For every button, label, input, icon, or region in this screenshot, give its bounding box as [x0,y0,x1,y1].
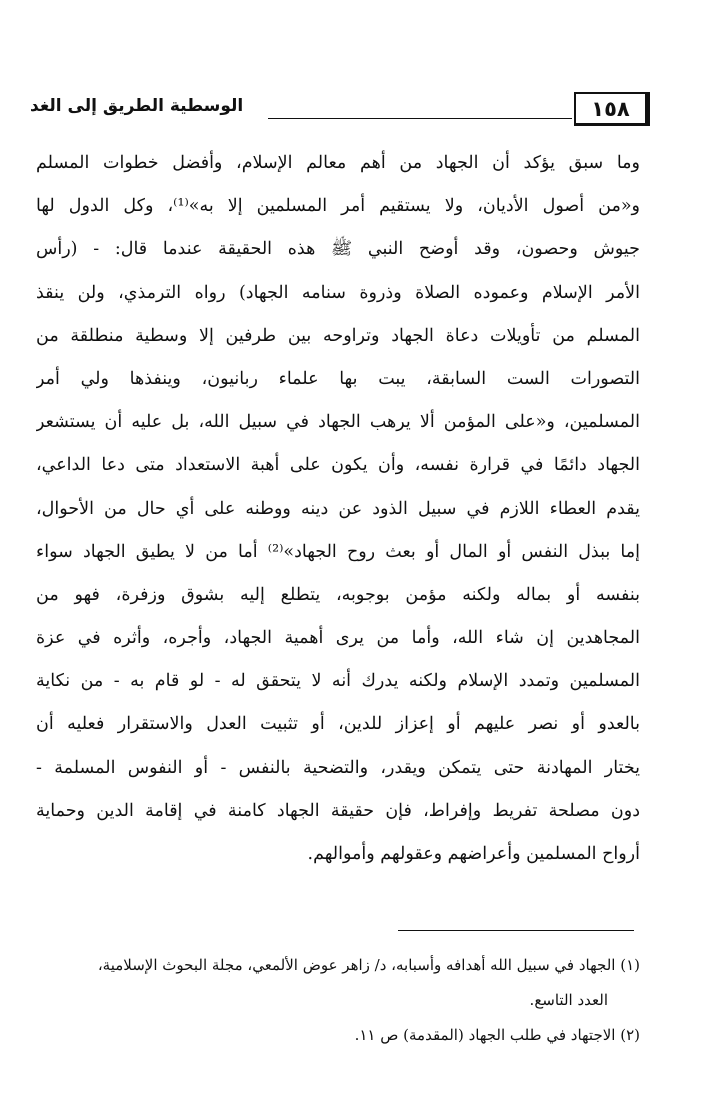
footnote-separator [398,930,634,931]
running-title: الوسطية الطريق إلى الغد [30,96,244,116]
text-line: أرواح المسلمين وأعراضهم وعقولهم وأموالهم. [307,844,640,864]
text-line: و«من أصول الأديان، ولا يستقيم أمر المسلمين إلا به»⁽¹⁾، وكل الدول لها [36,196,640,217]
text-line: يختار المهادنة حتى يتمكن ويقدر، والتضحية بالنفس - أو النفوس المسلمة - [36,757,640,778]
text-line: بنفسه أو بماله ولكنه مؤمن بوجوبه، يتطلع إليه بشوق وزفرة، فهو من [36,584,640,605]
text-line: الأمر الإسلام وعموده الصلاة وذروة سنامه الجهاد) رواه الترمذي، ولن ينقذ [36,282,640,303]
header-rule [268,118,572,119]
text-line: بالعدو أو نصر عليهم أو إعزاز للدين، أو تثبيت العدل والاستقرار فعليه أن [36,714,640,735]
page-header [30,90,650,134]
text-line: المسلمين، و«على المؤمن ألا يرهب الجهاد في سبيل الله، بل عليه أن يستشعر [36,412,640,433]
page-number: ١٥٨ [574,92,650,126]
text-line: المسلم من تأويلات دعاة الجهاد وتراوحه بين طرفين إلا وسطية منطلقة من [36,325,640,346]
text-line: التصورات الست السابقة، يبت بها علماء ربانيون، وينفذها ولي أمر [36,368,640,389]
text-line: الجهاد دائمًا في قرارة نفسه، وأن يكون على أهبة الاستعداد متى دعا الداعي، [36,455,640,476]
footnotes [36,948,640,1053]
text-line: دون مصلحة تفريط وإفراط، فإن حقيقة الجهاد كامنة في إقامة الدين وحماية [36,800,640,821]
footnote-1: (١) الجهاد في سبيل الله أهدافه وأسبابه، د/ زاهر عوض الألمعي، مجلة البحوث الإسلامية، [97,956,640,974]
text-line: المجاهدين إن شاء الله، وأما من يرى أهمية الجهاد، وأجره، وأثره في عزة [36,628,640,649]
footnote-1-continued: العدد التاسع. [529,991,608,1009]
text-line: إما ببذل النفس أو المال أو بعث روح الجهاد»⁽²⁾ أما من لا يطيق الجهاد سواء [36,541,640,562]
text-line: يقدم العطاء اللازم في سبيل الذود عن دينه ووطنه على أي حال من الأحوال، [36,498,640,519]
text-line: المسلمين وتمدد الإسلام ولكنه يدرك أنه لا يتحقق له - لو قام به - من نكاية [36,671,640,692]
footnote-2: (٢) الاجتهاد في طلب الجهاد (المقدمة) ص ١١. [354,1026,640,1044]
main-text [36,142,640,876]
text-line: جيوش وحصون، وقد أوضح النبي ﷺ هذه الحقيقة عندما قال: - (رأس [36,239,640,260]
text-line: وما سبق يؤكد أن الجهاد من أهم معالم الإسلام، وأفضل خطوات المسلم [36,153,640,173]
